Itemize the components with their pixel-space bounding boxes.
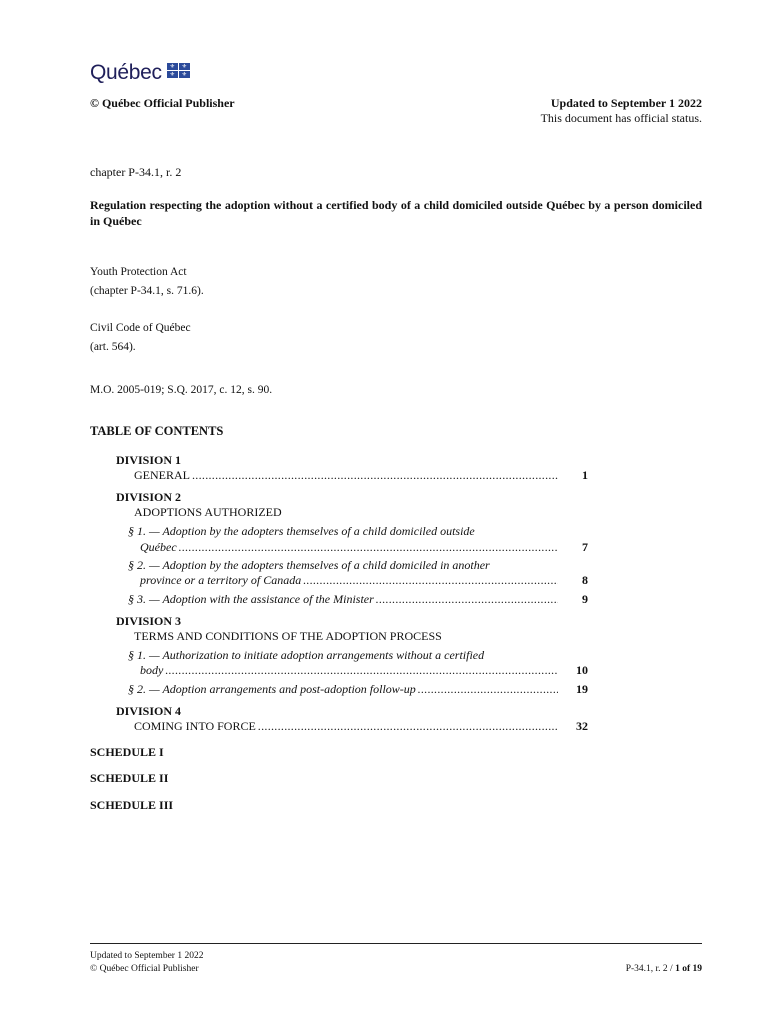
footer-page-number: 1 of 19 bbox=[675, 964, 702, 974]
leader-dots bbox=[418, 682, 558, 697]
toc-division-3-title[interactable]: TERMS AND CONDITIONS OF THE ADOPTION PROCESS bbox=[134, 629, 442, 643]
toc-page-number: 7 bbox=[582, 540, 588, 554]
toc-page-number: 8 bbox=[582, 573, 588, 587]
leader-dots bbox=[376, 592, 558, 607]
toc-division-1-label: DIVISION 1 bbox=[116, 453, 182, 467]
toc-entry-title: province or a territory of Canada bbox=[140, 573, 302, 587]
leader-dots bbox=[165, 663, 558, 678]
ministerial-order: M.O. 2005-019; S.Q. 2017, c. 12, s. 90. bbox=[90, 384, 273, 396]
toc-division-2-title[interactable]: ADOPTIONS AUTHORIZED bbox=[134, 505, 282, 519]
toc-entry-title: § 2. — Adoption arrangements and post-adoption follow-up bbox=[128, 682, 416, 696]
authority-ref: (art. 564). bbox=[90, 341, 136, 353]
toc-subdivision-2-1-line1[interactable]: § 1. — Adoption by the adopters themselves of a child domiciled outside bbox=[128, 524, 475, 538]
toc-schedule-1[interactable]: SCHEDULE I bbox=[90, 745, 164, 759]
toc-entry-title: GENERAL bbox=[134, 468, 190, 482]
fleur-de-lis-flag-icon: ⚜ ⚜ ⚜ ⚜ bbox=[167, 63, 190, 78]
leader-dots bbox=[192, 468, 558, 483]
footer-publisher: © Québec Official Publisher bbox=[90, 964, 199, 974]
toc-subdivision-2-1[interactable] bbox=[140, 540, 588, 555]
leader-dots bbox=[258, 719, 558, 734]
regulation-title: Regulation respecting the adoption without a certified body of a child domiciled outside Québec by a person domiciled in Québec bbox=[90, 198, 702, 228]
authority-ref: (chapter P-34.1, s. 71.6). bbox=[90, 285, 204, 297]
toc-entry-general[interactable] bbox=[134, 468, 588, 483]
toc-entry-title: body bbox=[140, 663, 164, 677]
toc-entry-title: Québec bbox=[140, 540, 177, 554]
quebec-logo bbox=[90, 62, 190, 83]
footer-doc-ref: P-34.1, r. 2 / bbox=[625, 964, 676, 974]
toc-page-number: 9 bbox=[582, 592, 588, 606]
toc-subdivision-2-3[interactable] bbox=[128, 592, 588, 607]
toc-division-4-label: DIVISION 4 bbox=[116, 704, 182, 718]
logo-wordmark: Québec bbox=[90, 61, 162, 84]
toc-schedule-3[interactable]: SCHEDULE III bbox=[90, 798, 174, 812]
official-status: This document has official status. bbox=[540, 111, 702, 125]
footer-divider bbox=[90, 943, 702, 944]
toc-subdivision-2-2-line1[interactable]: § 2. — Adoption by the adopters themselves of a child domiciled in another bbox=[128, 558, 490, 572]
chapter-reference: chapter P-34.1, r. 2 bbox=[90, 165, 182, 179]
authority-act: Youth Protection Act bbox=[90, 266, 187, 278]
toc-schedule-2[interactable]: SCHEDULE II bbox=[90, 771, 169, 785]
toc-division-2-label: DIVISION 2 bbox=[116, 490, 182, 504]
leader-dots bbox=[303, 573, 558, 588]
toc-subdivision-2-2[interactable] bbox=[140, 573, 588, 588]
toc-subdivision-3-1-line1[interactable]: § 1. — Authorization to initiate adoption arrangements without a certified bbox=[128, 648, 485, 662]
updated-date: Updated to September 1 2022 bbox=[550, 96, 702, 110]
footer-updated: Updated to September 1 2022 bbox=[90, 951, 204, 961]
authority-civil-code bbox=[90, 319, 191, 357]
toc-subdivision-3-2[interactable] bbox=[128, 682, 588, 697]
toc-page-number: 32 bbox=[576, 719, 588, 733]
toc-division-3-label: DIVISION 3 bbox=[116, 614, 182, 628]
leader-dots bbox=[179, 540, 558, 555]
toc-page-number: 1 bbox=[582, 468, 588, 482]
toc-heading: TABLE OF CONTENTS bbox=[90, 424, 224, 438]
footer-page-reference bbox=[626, 964, 702, 974]
authority-act: Civil Code of Québec bbox=[90, 322, 191, 334]
toc-entry-coming-into-force[interactable] bbox=[134, 719, 588, 734]
toc-page-number: 10 bbox=[576, 663, 588, 677]
update-status-header bbox=[541, 96, 702, 126]
toc-entry-title: COMING INTO FORCE bbox=[134, 719, 256, 733]
toc-page-number: 19 bbox=[576, 682, 588, 696]
authority-youth-protection bbox=[90, 263, 204, 301]
publisher-header: © Québec Official Publisher bbox=[90, 96, 235, 110]
toc-subdivision-3-1[interactable] bbox=[140, 663, 588, 678]
footer-left bbox=[90, 950, 203, 976]
toc-entry-title: § 3. — Adoption with the assistance of the Minister bbox=[128, 592, 374, 606]
